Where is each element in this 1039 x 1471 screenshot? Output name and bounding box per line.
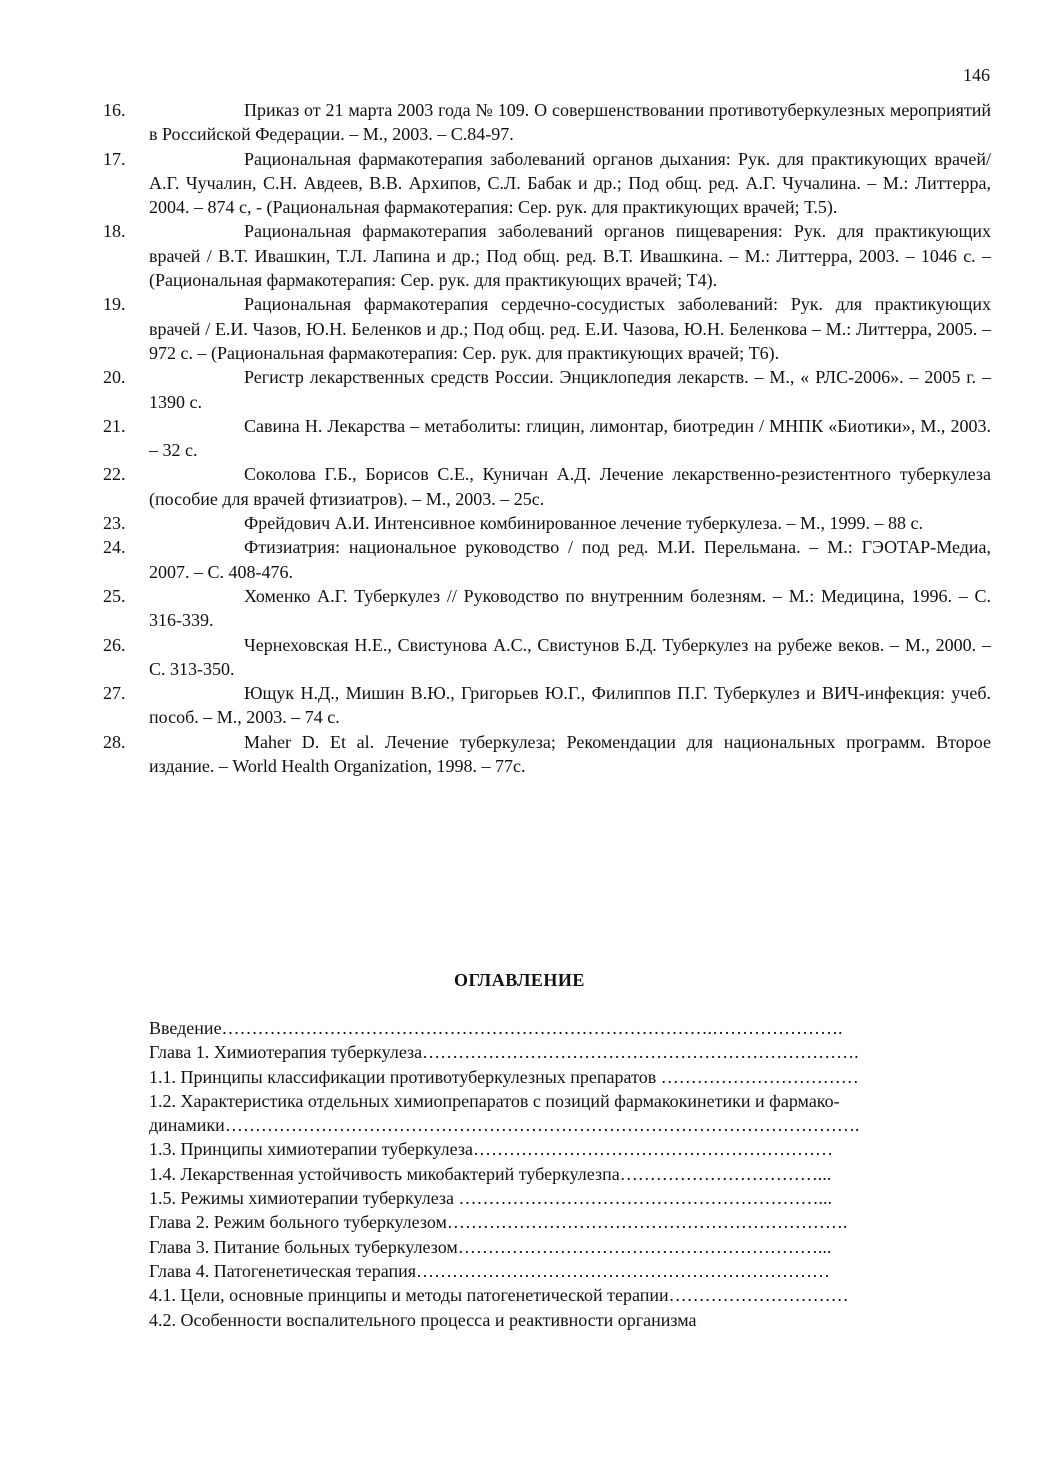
reference-item [103, 219, 991, 292]
reference-item [103, 98, 991, 147]
reference-number: 19. [103, 294, 126, 315]
reference-item [103, 414, 991, 463]
reference-item [103, 365, 991, 414]
toc-entry: Глава 4. Патогенетическая терапия…………………………………………………………… [149, 1260, 831, 1281]
reference-item [103, 730, 991, 779]
reference-number: 27. [103, 683, 126, 704]
reference-text: Фтизиатрия: национальное руководство / под ред. М.И. Перельмана. – М.: ГЭОТАР-Медиа, 2007. – С. 408-476. [149, 537, 991, 582]
reference-list [103, 98, 991, 778]
toc-entry: 1.1. Принципы классификации противотуберкулезных препаратов …………………………… [149, 1066, 859, 1087]
reference-number: 18. [103, 221, 126, 242]
reference-item [103, 462, 991, 511]
toc-entry: 4.2. Особенности воспалительного процесса и реактивности организма [149, 1309, 697, 1330]
toc-entry: 4.1. Цели, основные принципы и методы патогенетической терапии………………………… [149, 1285, 849, 1306]
toc-entry: динамики……………………………………………………………………………………………. [149, 1115, 860, 1136]
toc-entry: Глава 1. Химиотерапия туберкулеза………………………………………………………………. [149, 1042, 859, 1063]
reference-number: 21. [103, 415, 126, 436]
reference-number: 20. [103, 367, 126, 388]
toc-entry: Введение……………………………………………………………………….…………………. [149, 1018, 843, 1038]
reference-text: Приказ от 21 марта 2003 года № 109. О совершенствовании противотуберкулезных мероприятий в Российской Федерации. – М., 2003. – С.84-97. [149, 100, 991, 145]
reference-number: 28. [103, 731, 126, 752]
reference-text: Савина Н. Лекарства – метаболиты: глицин, лимонтар, биотредин / МНПК «Биотики», М., 2003. – 32 с. [149, 415, 991, 461]
toc-entry: 1.3. Принципы химиотерапии туберкулеза…………………………………………………… [149, 1139, 833, 1160]
reference-text: Рациональная фармакотерапия сердечно-сосудистых заболеваний: Рук. для практикующих врачей / Е.И. Чазов, Ю.Н. Беленков и др.; Под общ. ред. Е.И. Чазова, Ю.Н. Беленкова – М.: Литтерра, 2005. – 972 с. – (Рациональная фармакотерапия: Сер. рук. для практикующих врачей; Т6). [149, 294, 991, 363]
reference-item [103, 292, 991, 365]
reference-text: Рациональная фармакотерапия заболеваний органов пищеварения: Рук. для практикующих врачей / В.Т. Ивашкин, Т.Л. Лапина и др.; Под общ. ред. В.Т. Ивашкина. – М.: Литтерра, 2003. – 1046 с. – (Рациональная фармакотерапия: Сер. рук. для практикующих врачей; Т4). [149, 221, 991, 291]
reference-item [103, 584, 991, 633]
toc-entry: Глава 3. Питание больных туберкулезом……………………………………………………... [149, 1236, 832, 1257]
table-of-contents [149, 1016, 989, 1332]
reference-item [103, 633, 991, 682]
reference-number: 17. [103, 148, 126, 169]
reference-text: Maher D. Et al. Лечение туберкулеза; Рекомендации для национальных программ. Второе издание. – World Health Organization, 1998. – 77с. [149, 731, 991, 777]
reference-text: Соколова Г.Б., Борисов С.Е., Куничан А.Д. Лечение лекарственно-резистентного туберкулеза (пособие для врачей фтизиатров). – М., 2003. – 25с. [149, 464, 991, 509]
reference-item [103, 511, 991, 535]
toc-title: ОГЛАВЛЕНИЕ [454, 970, 585, 990]
reference-number: 25. [103, 585, 126, 606]
reference-number: 26. [103, 634, 126, 655]
reference-text: Ющук Н.Д., Мишин В.Ю., Григорьев Ю.Г., Филиппов П.Г. Туберкулез и ВИЧ-инфекция: учеб. пособ. – М., 2003. – 74 с. [149, 683, 991, 728]
reference-number: 16. [103, 100, 126, 120]
page-number: 146 [963, 65, 990, 85]
toc-entry: 1.5. Режимы химиотерапии туберкулеза ……………………………………………………... [149, 1188, 833, 1209]
reference-text: Рациональная фармакотерапия заболеваний органов дыхания: Рук. для практикующих врачей/ А.Г. Чучалин, С.Н. Авдеев, В.В. Архипов, С.Л. Бабак и др.; Под общ. ред. А.Г. Чучалина. – М.: Литтерра, 2004. – 874 с, - (Рациональная фармакотерапия: Сер. рук. для практикующих врачей; Т.5). [149, 148, 991, 218]
reference-number: 22. [103, 464, 126, 485]
reference-item [103, 147, 991, 220]
reference-text: Хоменко А.Г. Туберкулез // Руководство по внутренним болезням. – М.: Медицина, 1996. – С. 316-339. [149, 585, 991, 631]
reference-number: 24. [103, 537, 126, 558]
toc-entry: 1.2. Характеристика отдельных химиопрепаратов с позиций фармакокинетики и фармако- [149, 1090, 840, 1111]
reference-text: Регистр лекарственных средств России. Энциклопедия лекарств. – М., « РЛС-2006». – 2005 г. – 1390 с. [149, 367, 991, 412]
reference-text: Фрейдович А.И. Интенсивное комбинированное лечение туберкулеза. – М., 1999. – 88 с. [244, 513, 924, 534]
reference-item [103, 681, 991, 730]
reference-text: Чернеховская Н.Е., Свистунова А.С., Свистунов Б.Д. Туберкулез на рубеже веков. – М., 2000. – С. 313-350. [149, 634, 991, 679]
reference-item [103, 535, 991, 584]
toc-entry: Глава 2. Режим больного туберкулезом…………………………………………………………. [149, 1212, 848, 1233]
reference-number: 23. [103, 513, 126, 534]
toc-entry: 1.4. Лекарственная устойчивость микобактерий туберкулезпа……………………………... [149, 1163, 832, 1184]
